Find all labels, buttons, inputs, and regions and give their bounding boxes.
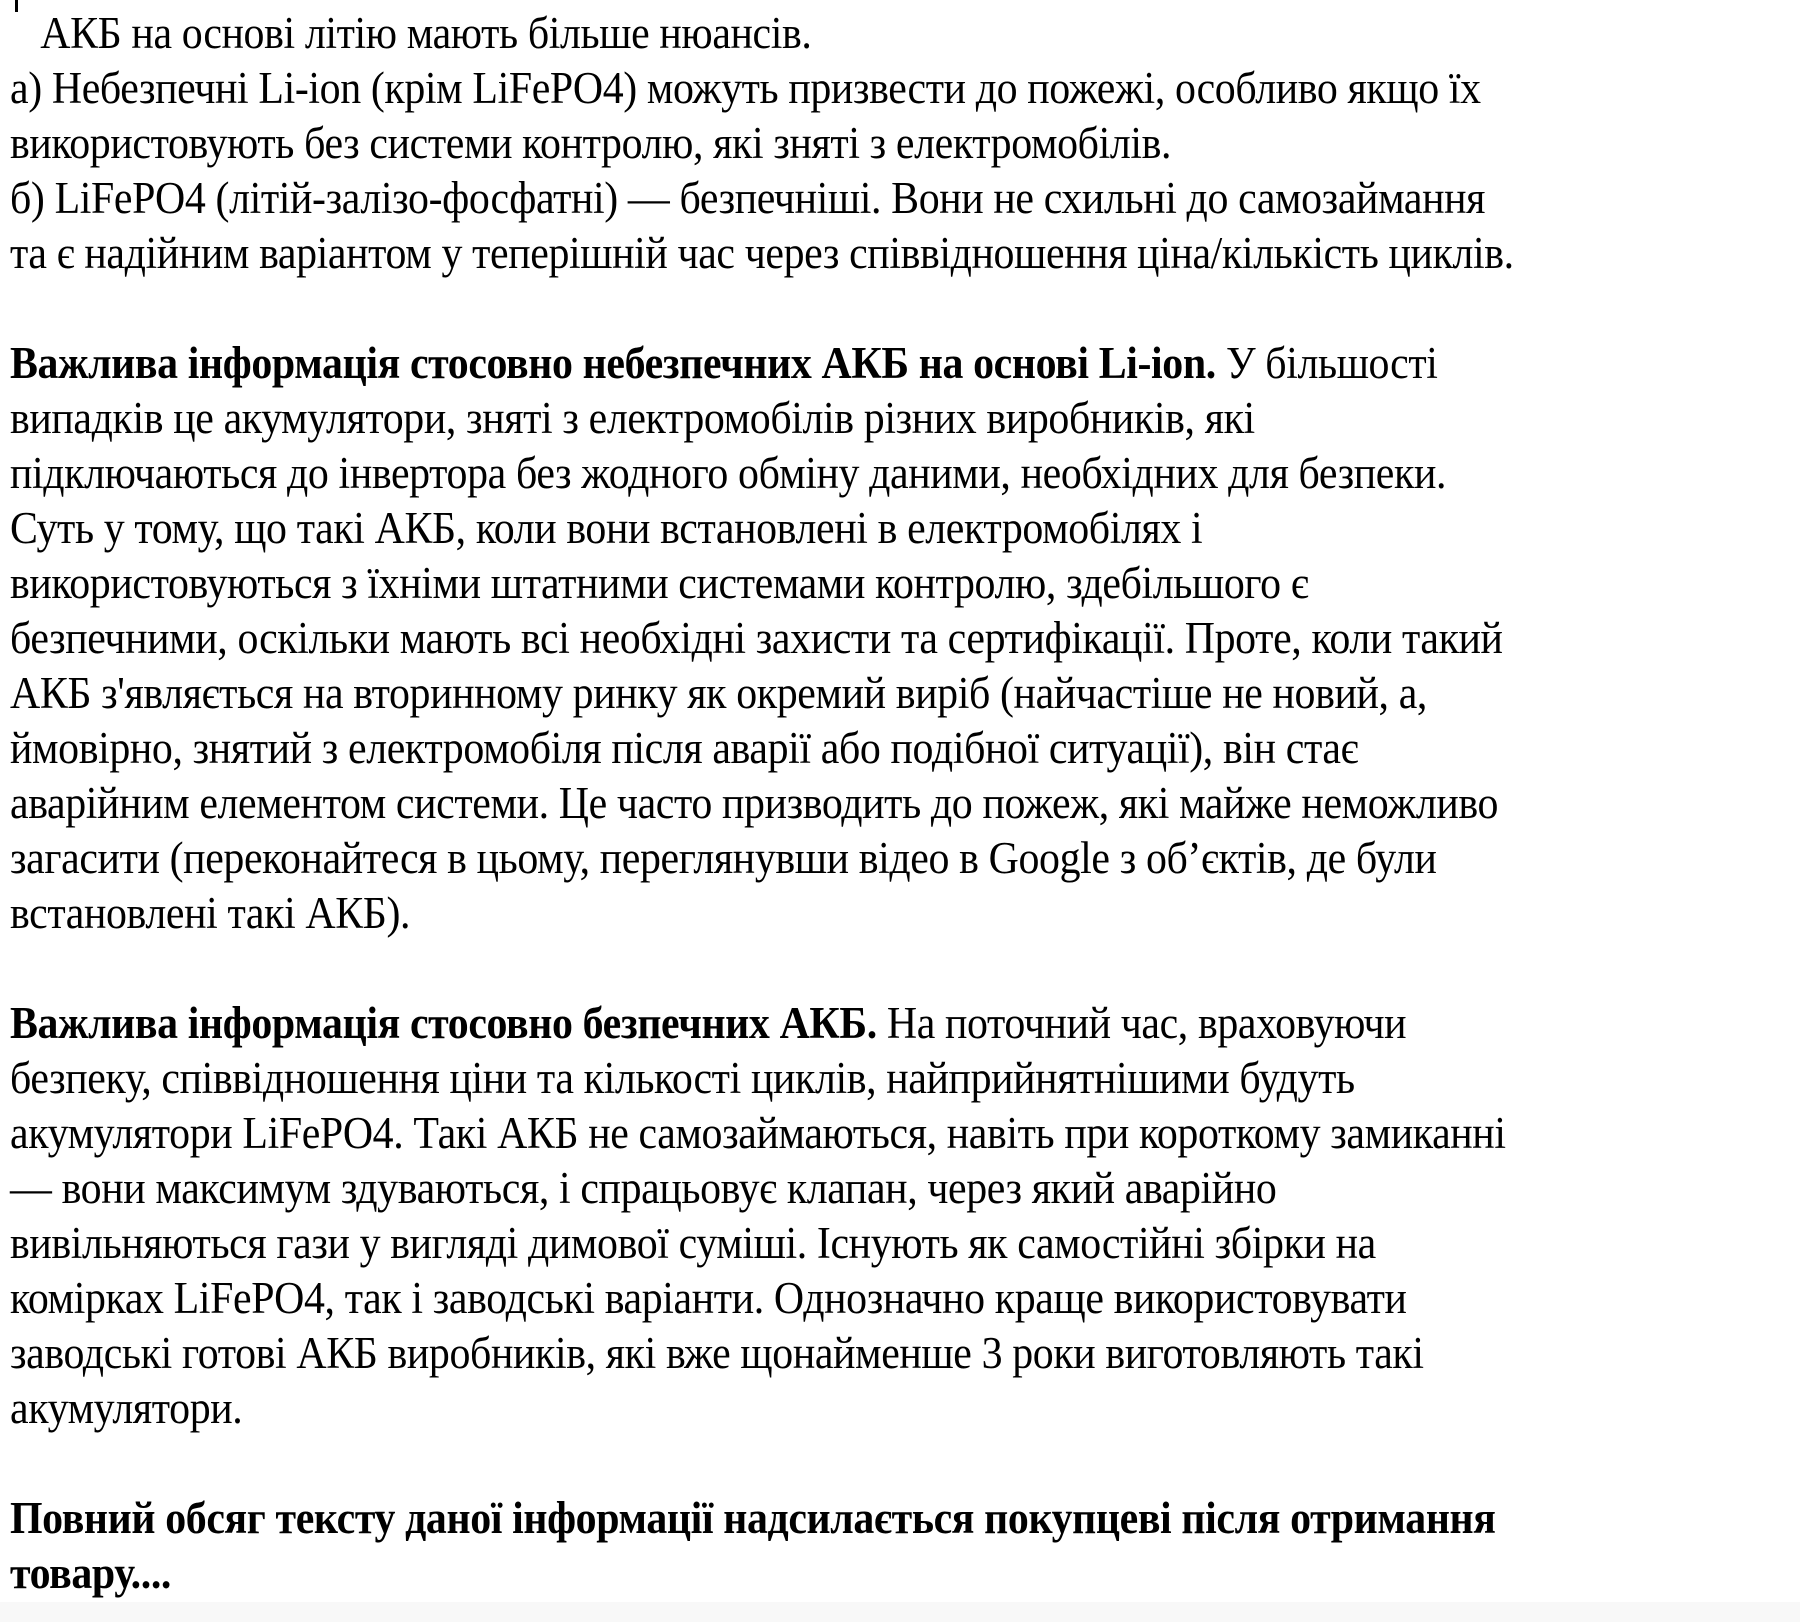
text-line [10, 501, 1667, 556]
text-run: ймовірно, знятий з електромобіля після аварії або подібної ситуації), він стає [10, 723, 1359, 773]
text-line [10, 556, 1667, 611]
text-line [10, 1271, 1667, 1326]
text-run: безпеку, співвідношення ціни та кількості циклів, найприйнятнішими будуть [10, 1053, 1355, 1103]
paragraph [10, 6, 1792, 281]
text-run: випадків це акумулятори, зняті з електромобілів різних виробників, які [10, 393, 1255, 443]
text-line [10, 1491, 1667, 1546]
text-line [10, 336, 1667, 391]
text-run: У більшості [1215, 338, 1438, 388]
text-run: АКБ з'являється на вторинному ринку як окремий виріб (найчастіше не новий, а, [10, 668, 1428, 718]
text-run: аварійним елементом системи. Це часто призводить до пожеж, які майже неможливо [10, 778, 1499, 828]
text-line [10, 446, 1667, 501]
text-line [10, 886, 1667, 941]
bold-text-run: Важлива інформація стосовно безпечних АКБ. [10, 998, 877, 1048]
bold-text-run: товару.... [10, 1548, 172, 1598]
text-run: загасити (переконайтеся в цьому, переглянувши відео в Google з об’єктів, де були [10, 833, 1437, 883]
text-line [10, 1106, 1667, 1161]
text-run: акумулятори. [10, 1383, 243, 1433]
text-run: акумулятори LiFePO4. Такі АКБ не самозаймаються, навіть при короткому замиканні [10, 1108, 1506, 1158]
bold-text-run: Повний обсяг тексту даної інформації надсилається покупцеві після отримання [10, 1493, 1496, 1543]
text-run: АКБ на основі літію мають більше нюансів. [10, 8, 812, 58]
text-run: заводські готові АКБ виробників, які вже щонайменше 3 роки виготовляють такі [10, 1328, 1424, 1378]
text-line [10, 1161, 1667, 1216]
text-run: та є надійним варіантом у теперішній час через співвідношення ціна/кількість циклів. [10, 228, 1514, 278]
text-run: встановлені такі АКБ). [10, 888, 411, 938]
text-line [10, 996, 1667, 1051]
text-line [10, 776, 1667, 831]
footer-strip [0, 1602, 1800, 1622]
text-line [10, 61, 1667, 116]
text-line [10, 226, 1667, 281]
text-run: безпечними, оскільки мають всі необхідні захисти та сертифікації. Проте, коли такий [10, 613, 1503, 663]
text-line [10, 1546, 1667, 1601]
paragraph [10, 336, 1792, 941]
text-line [10, 1326, 1667, 1381]
bold-text-run: Важлива інформація стосовно небезпечних АКБ на основі Li-ion. [10, 338, 1216, 388]
text-line [10, 6, 1667, 61]
paragraph [10, 1491, 1792, 1601]
text-line [10, 611, 1667, 666]
text-line [10, 171, 1667, 226]
text-run: На поточний час, враховуючи [876, 998, 1407, 1048]
text-run: використовуються з їхніми штатними системами контролю, здебільшого є [10, 558, 1309, 608]
text-line [10, 666, 1667, 721]
text-line [10, 116, 1667, 171]
text-line [10, 831, 1667, 886]
text-line [10, 721, 1667, 776]
text-run: використовують без системи контролю, які зняті з електромобілів. [10, 118, 1172, 168]
text-run: а) Небезпечні Li-ion (крім LiFePO4) можуть призвести до пожежі, особливо якщо їх [10, 63, 1481, 113]
text-line [10, 391, 1667, 446]
text-line [10, 1216, 1667, 1271]
text-run: б) LiFePO4 (літій-залізо-фосфатні) — безпечніші. Вони не схильні до самозаймання [10, 173, 1486, 223]
text-run: Суть у тому, що такі АКБ, коли вони встановлені в електромобілях і [10, 503, 1203, 553]
text-run: вивільняються гази у вигляді димової суміші. Існують як самостійні збірки на [10, 1218, 1376, 1268]
text-line [10, 1051, 1667, 1106]
text-run: підключаються до інвертора без жодного обміну даними, необхідних для безпеки. [10, 448, 1447, 498]
text-run: — вони максимум здуваються, і спрацьовує клапан, через який аварійно [10, 1163, 1277, 1213]
paragraph [10, 996, 1792, 1436]
text-line [10, 1381, 1667, 1436]
text-run: комірках LiFePO4, так і заводські варіанти. Однозначно краще використовувати [10, 1273, 1407, 1323]
